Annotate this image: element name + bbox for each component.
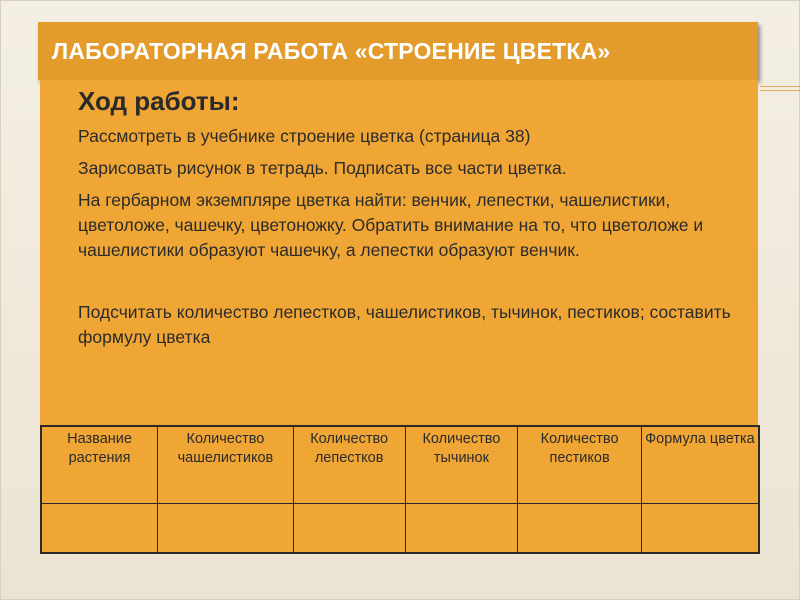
table-cell bbox=[158, 504, 294, 554]
title-bar bbox=[38, 22, 758, 80]
header-stamens-count: Количество тычинок bbox=[405, 426, 518, 504]
header-petals-count: Количество лепестков bbox=[293, 426, 405, 504]
table-cell bbox=[293, 504, 405, 554]
table-row bbox=[41, 504, 759, 554]
table-header-row bbox=[41, 426, 759, 504]
decorative-lines bbox=[760, 86, 800, 96]
step-4-text: Подсчитать количество лепестков, чашелистиков, тычинок, пестиков; составить формулу цветка bbox=[78, 302, 731, 347]
table-cell bbox=[405, 504, 518, 554]
section-heading: Ход работы: bbox=[78, 86, 240, 116]
slide-title: ЛАБОРАТОРНАЯ РАБОТА «СТРОЕНИЕ ЦВЕТКА» bbox=[52, 37, 611, 64]
step-2-text: Зарисовать рисунок в тетрадь. Подписать все части цветка. bbox=[78, 158, 567, 178]
table-cell bbox=[641, 504, 759, 554]
step-1-text: Рассмотреть в учебнике строение цветка (страница 38) bbox=[78, 126, 531, 146]
header-flower-formula: Формула цветка bbox=[641, 426, 759, 504]
header-pistils-count: Количество пестиков bbox=[518, 426, 642, 504]
results-table bbox=[40, 425, 760, 554]
table-cell bbox=[41, 504, 158, 554]
step-3-text: На гербарном экземпляре цветка найти: венчик, лепестки, чашелистики, цветоложе, чашечку, цветоножку. Обратить внимание на то, что цветоложе и чашелистики образуют чашечку, а лепестки образуют венчик. bbox=[78, 190, 704, 260]
table-cell bbox=[518, 504, 642, 554]
header-sepals-count: Количество чашелистиков bbox=[158, 426, 294, 504]
header-plant-name: Название растения bbox=[41, 426, 158, 504]
